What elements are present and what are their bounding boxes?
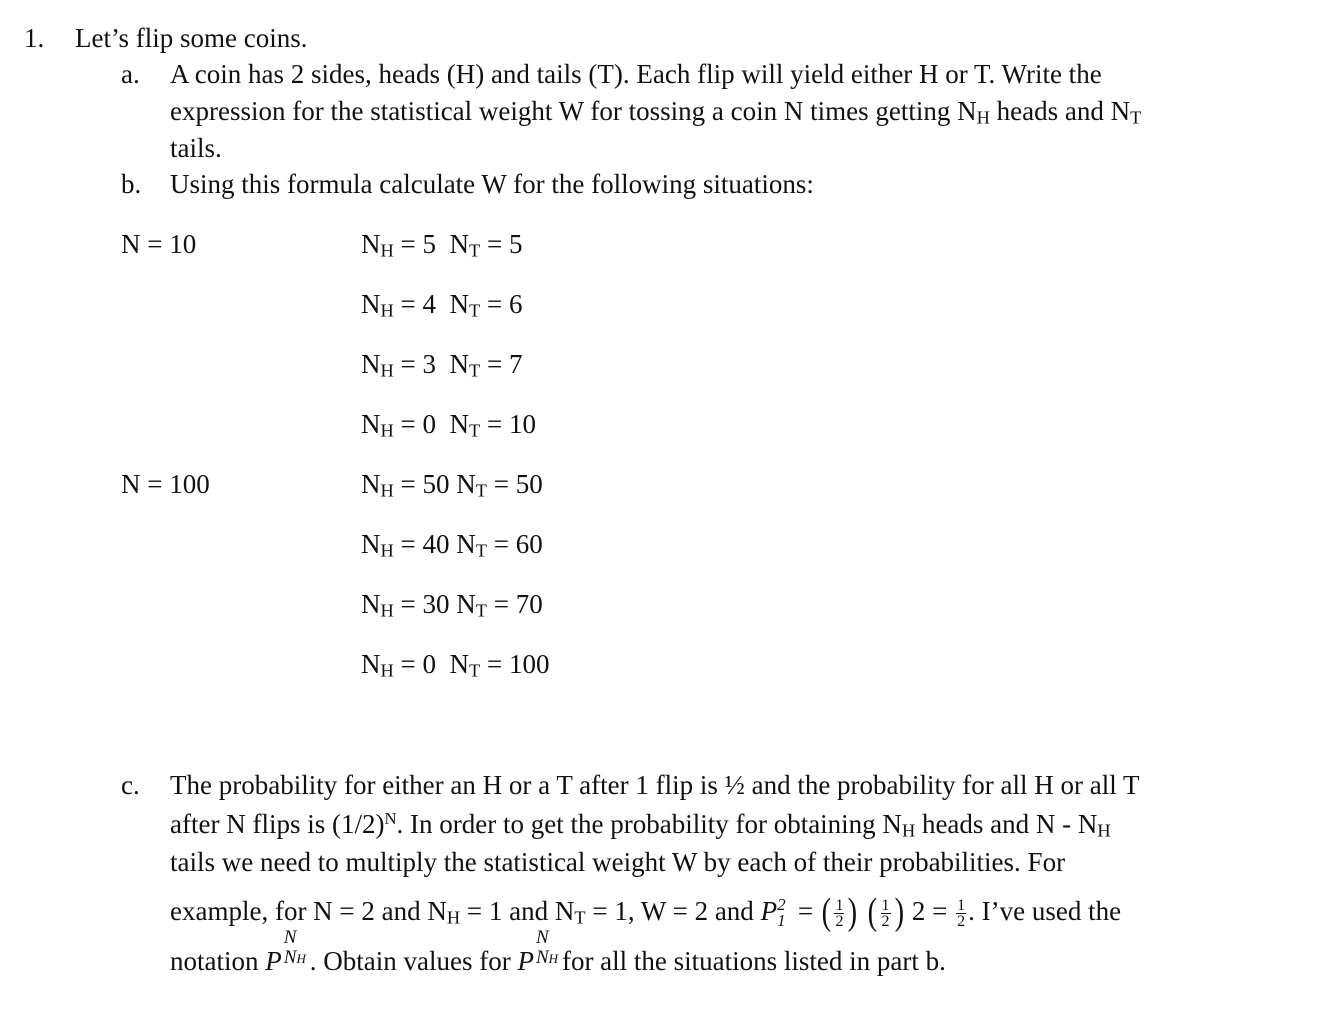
- n10-row-4: NH = 0 NT = 10: [361, 409, 536, 441]
- n10-row-1: NH = 5 NT = 5: [361, 229, 523, 261]
- fraction-half-1: $\frac{1}{2}$: [835, 897, 844, 931]
- part-c-line-1: The probability for either an H or a T after 1 flip is ½ and the probability for all H or all T: [170, 770, 1140, 800]
- n100-row-3: NH = 30 NT = 70: [361, 589, 543, 621]
- part-a-marker: a.: [121, 59, 140, 89]
- n100-row-4: NH = 0 NT = 100: [361, 649, 550, 681]
- fraction-half-3: $\frac{1}{2}$: [957, 897, 966, 931]
- fraction-half-2: $\frac{1}{2}$: [881, 897, 890, 931]
- part-c-marker: c.: [121, 770, 140, 800]
- part-c-line-4: example, for N = 2 and NH = 1 and NT = 1, W = 2 and P 2 1 = ( $\frac{1}{2}$ ) ( $\frac{1}{2}$ ) 2 = $\frac{1}{2}$ . I’ve used the: [170, 891, 1122, 933]
- group-n10-label: N = 10: [121, 229, 197, 259]
- part-c-line-2: after N flips is $(1/2)^N$. In order to get the probability for obtaining NH heads and N - NH: [170, 808, 1111, 841]
- question-title: Let’s flip some coins.: [75, 23, 308, 53]
- n100-row-1: NH = 50 NT = 50: [361, 469, 543, 501]
- part-a-line-1: A coin has 2 sides, heads (H) and tails (T). Each flip will yield either H or T. Write the: [170, 59, 1102, 89]
- n10-row-2: NH = 4 NT = 6: [361, 289, 523, 321]
- n10-row-3: NH = 3 NT = 7: [361, 349, 523, 381]
- part-a-text: [170, 56, 1141, 167]
- part-a-line-3: tails.: [170, 133, 222, 163]
- part-b-text: Using this formula calculate W for the following situations:: [170, 169, 814, 199]
- group-n100-label: N = 100: [121, 469, 210, 499]
- part-b-marker: b.: [121, 169, 142, 199]
- question-number: 1.: [24, 23, 45, 53]
- part-a-line-2: expression for the statistical weight W for tossing a coin N times getting NH heads and NT: [170, 96, 1142, 128]
- part-c-line-3: tails we need to multiply the statistical weight W by each of their probabilities. For: [170, 847, 1066, 877]
- part-c-line-5: notation P N NH . Obtain values for P N NH for all the situations listed in part b.: [170, 927, 946, 976]
- n100-row-2: NH = 40 NT = 60: [361, 529, 543, 561]
